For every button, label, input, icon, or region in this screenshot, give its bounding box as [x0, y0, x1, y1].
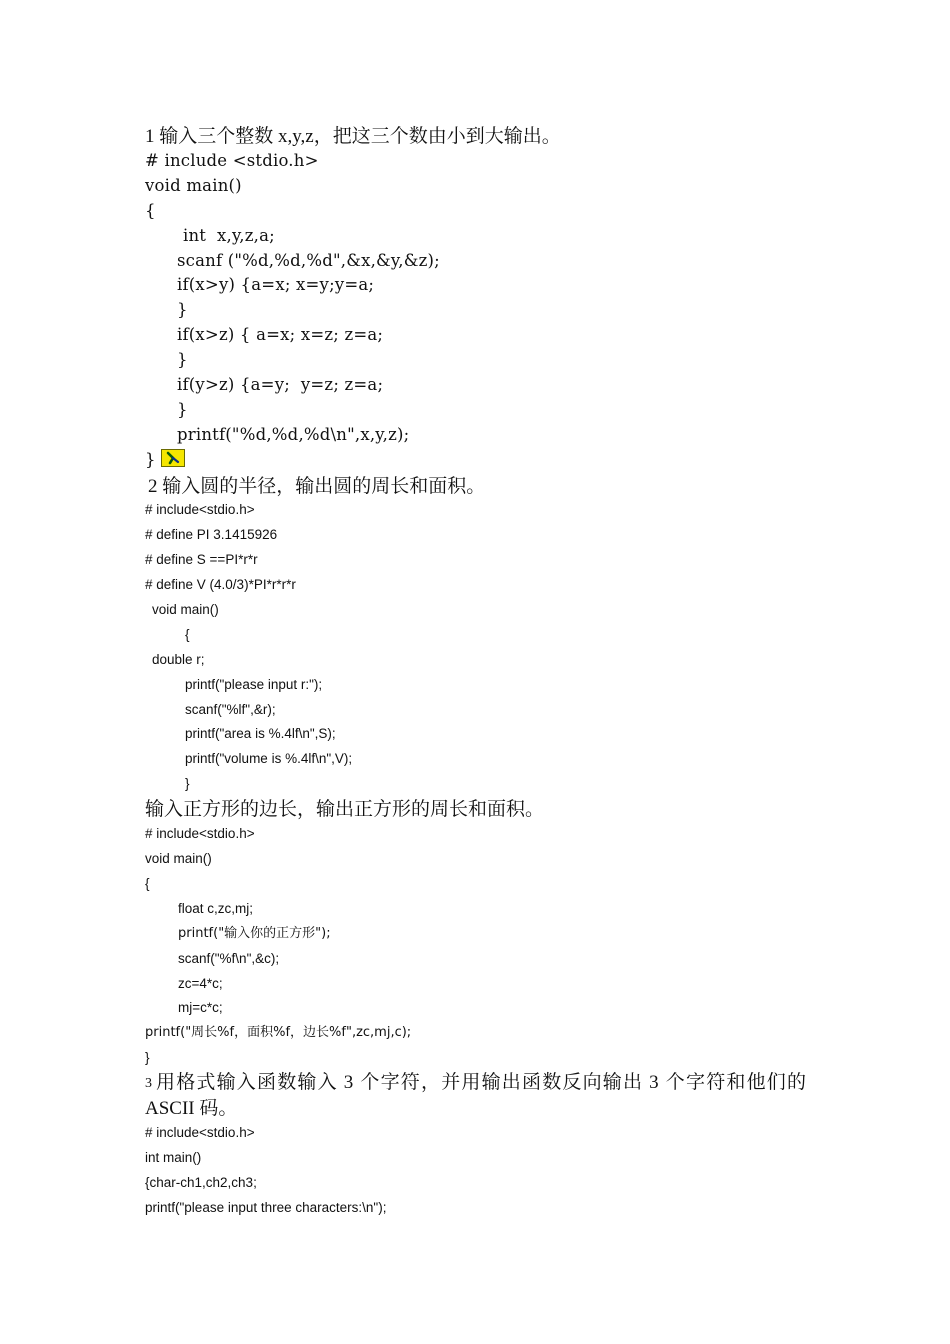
code-line: { [145, 876, 150, 891]
code-line: if(x>y) {a=x; x=y;y=a; [177, 275, 375, 294]
code-line: int x,y,z,a; [183, 226, 275, 245]
edit-link-icon-glyph [164, 451, 182, 465]
code-line: zc=4*c; [178, 976, 223, 991]
section4-heading: 用格式输入函数输入 3 个字符，并用输出函数反向输出 3 个字符和他们的 [156, 1072, 808, 1093]
code-line: } [145, 1050, 150, 1065]
code-line: { [145, 201, 156, 220]
code-line: } [177, 300, 188, 319]
code-line: # include <stdio.h> [145, 151, 319, 170]
code-line: # include<stdio.h> [145, 502, 255, 517]
code-line: void main() [145, 176, 242, 195]
code-line: printf("周长%f，面积%f，边长%f",zc,mj,c); [145, 1025, 412, 1040]
edit-link-icon[interactable] [161, 449, 185, 467]
code-line: double r; [152, 652, 205, 667]
code-line: # define PI 3.1415926 [145, 527, 278, 542]
code-line: # define S ==PI*r*r [145, 552, 258, 567]
code-line: if(x>z) { a=x; x=z; z=a; [177, 325, 384, 344]
code-line: } [145, 450, 156, 469]
code-line: printf("please input r:"); [185, 677, 323, 692]
section4-number: 3 [145, 1076, 152, 1091]
code-line: printf("输入你的正方形"); [178, 926, 331, 941]
code-line: # include<stdio.h> [145, 1125, 255, 1140]
code-line: } [185, 776, 190, 791]
code-line: float c,zc,mj; [178, 901, 254, 916]
code-line: } [177, 350, 188, 369]
code-line: } [177, 400, 188, 419]
code-line: printf("volume is %.4lf\n",V); [185, 751, 353, 766]
section2-heading: 2 输入圆的半径，输出圆的周长和面积。 [148, 476, 486, 497]
code-line: printf("area is %.4lf\n",S); [185, 726, 336, 741]
code-line: # define V (4.0/3)*PI*r*r*r [145, 577, 296, 592]
code-line: # include<stdio.h> [145, 826, 255, 841]
code-line: { [185, 627, 190, 642]
code-line: scanf ("%d,%d,%d",&x,&y,&z); [177, 251, 440, 270]
code-line: if(y>z) {a=y; y=z; z=a; [177, 375, 384, 394]
code-line: scanf("%lf",&r); [185, 702, 276, 717]
code-line: {char-ch1,ch2,ch3; [145, 1175, 257, 1190]
code-line: void main() [145, 851, 212, 866]
section3-heading: 输入正方形的边长，输出正方形的周长和面积。 [145, 799, 545, 820]
code-line: scanf("%f\n",&c); [178, 951, 280, 966]
code-line: printf("%d,%d,%d\n",x,y,z); [177, 425, 410, 444]
section1-heading: 1 输入三个整数 x,y,z，把这三个数由小到大输出。 [145, 126, 561, 147]
code-line: printf("please input three characters:\n"); [145, 1200, 387, 1215]
code-line: mj=c*c; [178, 1000, 223, 1015]
code-line: void main() [152, 602, 219, 617]
section4-heading-cont: ASCII 码。 [145, 1098, 238, 1119]
code-line: int main() [145, 1150, 202, 1165]
